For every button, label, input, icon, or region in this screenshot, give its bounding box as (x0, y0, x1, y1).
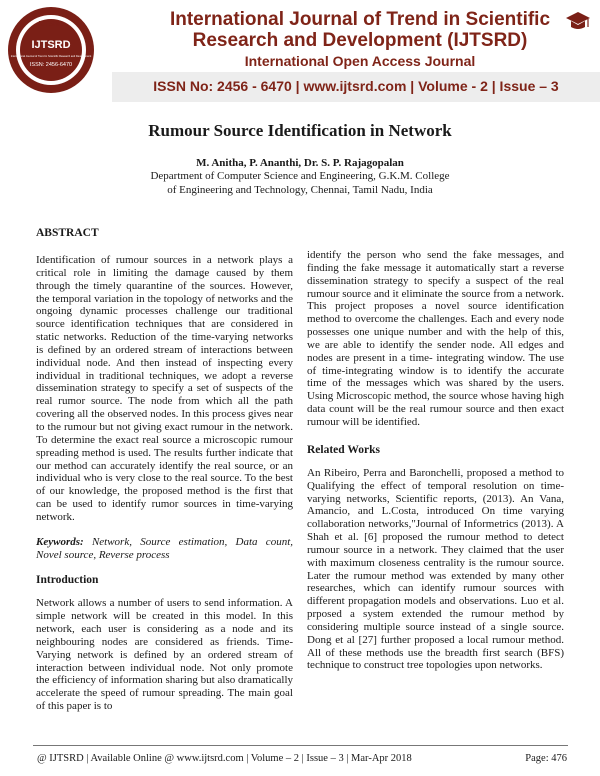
affiliation-line1: Department of Computer Science and Engineering, G.K.M. College (150, 170, 450, 182)
ijtsrd-logo (7, 6, 95, 94)
logo-sub-text: International Journal of Trend in Scientific Research and Development (10, 55, 92, 58)
journal-header (0, 0, 600, 107)
page-footer (37, 752, 567, 765)
logo-center-text: IJTSRD (31, 39, 71, 51)
issn-line: ISSN No: 2456 - 6470 | www.ijtsrd.com | Volume - 2 | Issue – 3 (153, 78, 559, 94)
footer-left: @ IJTSRD | Available Online @ www.ijtsrd.com | Volume – 2 | Issue – 3 | Mar-Apr 2018 (37, 753, 412, 764)
introduction-continued-text: identify the person who send the fake messages, and finding the fake message it automatically start a reverse dissemination strategy to specify a suspect of the real rumour source and it eliminate the source from a network. This project proposes a novel source identification method to overcome the challenges. Each and every node possesses one unique number and with the help of this, we are able to identify the sender node. All edges and nodes are present in a time- integrating window. The use of time-integrating window is to identify the accurate time of the messages which was shared by the users. Using Microscopic method, the source whose having high data count will be the real rumour source and then exact rumour will be identified. (307, 249, 564, 428)
logo-issn: ISSN: 2456-6470 (29, 62, 73, 68)
journal-title-line2: Research and Development (IJTSRD) (192, 30, 528, 51)
keywords-label: Keywords: (36, 535, 84, 548)
paper-title: Rumour Source Identification in Network (148, 121, 452, 140)
journal-title-line1: International Journal of Trend in Scientific (169, 9, 551, 30)
footer-divider (33, 745, 568, 746)
journal-subtitle: International Open Access Journal (244, 53, 476, 69)
affiliation-line2: of Engineering and Technology, Chennai, Tamil Nadu, India (167, 183, 433, 196)
introduction-heading: Introduction (36, 574, 99, 587)
keywords (36, 536, 293, 562)
abstract-heading: ABSTRACT (36, 227, 99, 239)
right-column (307, 249, 564, 672)
introduction-text: Network allows a number of users to send information. A simple network will be created in this model. In this network, each user is considering as a node and its neighbouring nodes are considered as friends. Time-Varying network is defined by an ordered stream of interaction between individual node. Not only promote the efficiency of information sharing but also dramatically accelerate the speed of rumour spreading. The main goal of this paper is to (36, 597, 293, 713)
related-works-heading: Related Works (307, 443, 380, 456)
page-number: Page: 476 (525, 753, 567, 764)
paper-affiliation (0, 170, 600, 197)
abstract-text: Identification of rumour sources in a network plays a critical role in limiting the damage caused by them through the timely quarantine of the sources. However, the temporal variation in the topology of networks and the ongoing dynamic processes challenge our traditional source identification techniques that are considered in static networks. Reduction of the time-varying networks is defined by an ordered stream of interactions between individual node. And then instead of inspecting every individual in traditional techniques, we adopt a reverse dissemination strategy to specify a set of suspects of the real rumor source. The node from which all the path covering all the observed nodes. In this process gives near to the rumour but not giving exact rumour in the network. To determine the exact real source a microscopic rumour spreading method is used. The results further indicate that our method can accurately identify the real source, or an individual who is very close to the real source. To the best of our knowledge, the proposed method is the first that can be used to identify rumor sources in time-varying network. (36, 254, 293, 523)
paper-authors: M. Anitha, P. Ananthi, Dr. S. P. Rajagopalan (196, 157, 404, 169)
keywords-text: Network, Source estimation, Data count, Novel source, Reverse process (36, 535, 293, 561)
left-column (36, 226, 293, 713)
logo-top-text: IJTSRD (38, 21, 64, 28)
related-works-text: An Ribeiro, Perra and Baronchelli, proposed a method to Qualifying the effect of temporal resolution on time-varying networks, Scientific reports, (2013). An Vana, Amancio, and L.Costa, introduced On time varying collaboration networks,"Journal of Informetrics (2013). A Shah et al. [6] proposed the rumour method to detect rumour source in a network. They claimed that the user with maximum closeness centrality is the rumour source. Later the rumour method was extended by many other researches, which can identify rumour sources with different propagation models and observations. Luo et al. prposed a system extended the rumour method by considering multiple source instead of a single source. Dong et al [27] further proposed a local rumour method. All of these methods use the breadth first search (BFS) technique to construct tree topologies upon networks. (307, 466, 564, 672)
journal-title (150, 9, 570, 51)
